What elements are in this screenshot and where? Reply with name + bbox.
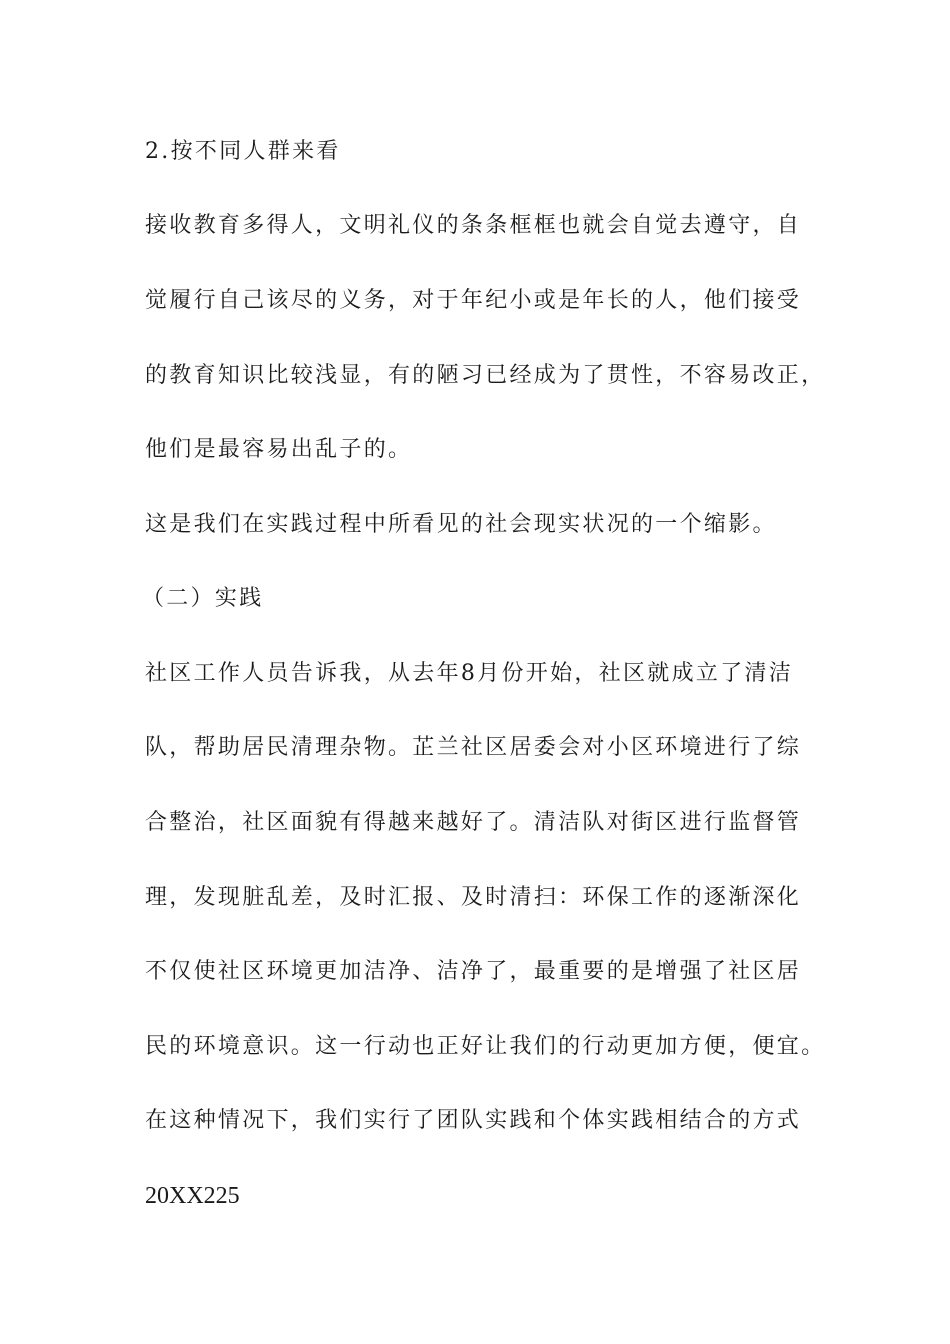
paragraph-line: 不仅使社区环境更加洁净、洁净了，最重要的是增强了社区居 — [145, 959, 802, 984]
paragraph-line: 合整治，社区面貌有得越来越好了。清洁队对街区进行监督管 — [145, 810, 802, 835]
paragraph-line: 队，帮助居民清理杂物。芷兰社区居委会对小区环境进行了综 — [145, 735, 802, 760]
paragraph-line: 的教育知识比较浅显，有的陋习已经成为了贯性，不容易改正， — [145, 363, 826, 388]
section-heading: 2.按不同人群来看 — [145, 139, 341, 164]
date-line: 20XX225 — [145, 1183, 240, 1209]
paragraph-line: 民的环境意识。这一行动也正好让我们的行动更加方便，便宜。 — [145, 1034, 826, 1059]
paragraph-line: 这是我们在实践过程中所看见的社会现实状况的一个缩影。 — [145, 512, 777, 537]
section-heading: （二）实践 — [142, 586, 264, 611]
paragraph-line: 觉履行自己该尽的义务，对于年纪小或是年长的人，他们接受 — [145, 288, 802, 313]
paragraph-line: 他们是最容易出乱子的。 — [145, 437, 413, 462]
paragraph-line: 接收教育多得人，文明礼仪的条条框框也就会自觉去遵守，自 — [145, 213, 802, 238]
paragraph-line: 社区工作人员告诉我，从去年8月份开始，社区就成立了清洁 — [145, 661, 794, 686]
paragraph-line: 在这种情况下，我们实行了团队实践和个体实践相结合的方式 — [145, 1108, 802, 1133]
paragraph-line: 理，发现脏乱差，及时汇报、及时清扫：环保工作的逐渐深化 — [145, 885, 802, 910]
